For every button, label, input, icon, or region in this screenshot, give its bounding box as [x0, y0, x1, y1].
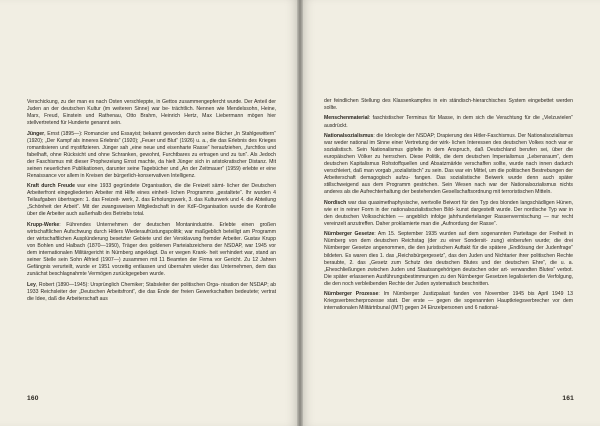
entry-text: : Am 15. September 1935 wurden auf dem sogenannten Parteitage der Freiheit in Nürnberg von dem deutschen Reichstag (der zu einer Sondersit- zung) einberufen wurde; die drei Nürnberger Gesetze angenommen, die den juristischen Auftakt für die spätere „Endlösung der Judenfrage“ bildeten. Es waren dies 1. das „Reichsbürgergesetz“, das den Juden und Nichtarier ihrer politischen Rechte beraubte, 2. das „Gesetz zum Schutz des deutschen Blutes und der deutschen Ehre“, die u. a. „Eheschließungen zwischen Juden und Staatsangehörigen deutschen oder art- verwandten Blutes“ verbot. Die später erlassenen Ausführungsbestimmungen zu den Nürnberger Gesetzen legalisierten die Verfolgung, die den noch verbleibenden Rechte der Juden systematisch beschnitten.	[324, 231, 573, 287]
right-page	[300, 0, 600, 426]
entry-term: Nordisch	[324, 199, 347, 206]
glossary-entry	[324, 200, 573, 228]
book-gutter	[297, 0, 303, 426]
glossary-entry	[27, 131, 276, 180]
glossary-entry	[27, 99, 276, 127]
glossary-entry	[324, 98, 573, 112]
entry-term: Nürnberger Prozesse	[324, 291, 379, 298]
page-number: 160	[27, 395, 39, 402]
entry-text: : Im Nürnberger Justizpalast fanden von November 1945 bis April 1949 13 Kriegsverbrecherprozesse statt. Der erste — gegen die sogenannten Hauptkriegsverbrecher vor dem internationalen Militärtribunal (IMT) gegen 24 Einzelpersonen und 6 national-	[324, 291, 573, 312]
glossary-entry	[27, 222, 276, 278]
entry-term: Jünger	[27, 130, 45, 137]
page-number: 161	[562, 395, 574, 402]
entry-text: war das quasimethaphysische, wertvolle Beiwort für den Typ des blonden langschädligen Hünen, wie er in reiner Form in der nationalsozialistischen Bild- kunst dargestellt wurde. Der nordische Typ war in den deutschen Volksschichten — angeblich infolge jahrhundertelanger Rassenvermischung — nur recht vereinzelt anzutreffen. Daher proklamierte man die „Aufnordung der Rasse“.	[324, 199, 573, 227]
entry-term: Menschenmaterial	[324, 115, 369, 122]
glossary-entry	[27, 282, 276, 303]
glossary-entry	[324, 291, 573, 312]
entry-term: Nürnberger Gesetze	[324, 231, 375, 238]
entry-text: : faschistischer Terminus für Masse, in dem sich die Verachtung für die „Vielzuvielen“ ausdrückt.	[324, 115, 573, 129]
entry-text: : Führendes Unternehmen der deutschen Montanindustrie. Erlebte einen großen wirtschaftlichen Aufschwung durch Hitlers Wiederaufrüstungspolitik; war maßgeblich beteiligt am Programm der wirtschaftlichen Ausplünderung besetzter Gebiete und der Versklavung fremder Arbeiter. Gustav Krupp von Bohlen und Halbach (1870—1950), Träger des goldenen Parteiabzeichens der NSDAP, war 1945 vor dem internationalen Militärgericht in Nürnberg angeklagt. Da er wegen Krank- heit verhindert war, stand an seiner Stelle sein Sohn Alfried (1907—) zusammen mit 11 Beamten der Firma vor Gericht. Zu 12 Jahren Gefängnis verurteilt, wurde er 1951 vorzeitig entlassen und übernahm wieder das Unternehmen, dem das zunächst beschlagnahmte Vermögen zurückgegeben wurde.	[27, 221, 276, 278]
entry-text: war eine 1933 gegründete Organisation, die die Freizeit sämt- licher der Deutschen Arbeiterfront eingegliederten Arbeiter mit Hilfe eines einheit- lichen Programms „gestaltete“. Ihr wurden 4 Teilaufgaben übertragen: 1. das Freizeit- werk, 2. das Erholungswerk, 3. das Kulturwerk und 4. die Abteilung „Schönheit der Arbeit“. Mit der zwangsweisen Mitgliedschaft in der KdF-Organisation wurde die Kontrolle über die Arbeiter auch außerhalb des Betriebs total.	[27, 183, 276, 218]
entry-text: : die Ideologie der NSDAP; Drapierung des Hitler-Faschismus. Der Nationalsozialismus war weder national im Sinne einer Vertretung der wirk- lichen Interessen des deutschen Volkes noch war er sozialistisch. Sein Nationalismus gipfelte in dem Anspruch, daß Deutschland berufen sei, über die europäischen Völker zu herrschen. Diese Politik, die dem deutschen Imperialismus „Lebensraum“, dem deutschen Kapitalismus Rohstoffquellen und Absatzmärkte verschaffen sollte, wurde nach innen dadurch verschleiert, daß man vorgab „sozialistisch“ zu sein. Das war ein Mittel, um die politischen Bestrebungen der Arbeiterschaft demagogisch aufzu- fangen. Das sozialistische Beiwerk wurde denn auch später stillschweigend aus dem Programm gestrichen. Sein Wesen nach war der Nationalsozialismus nichts anderes als die Aufrechterhaltung der bestehenden Gesellschaftsordnung mit terroristischen Mitteln.	[324, 132, 573, 196]
glossary-entry	[324, 115, 573, 129]
glossary-entry	[27, 183, 276, 218]
entry-text: , Ernst (1895—): Romancier und Essayist; bekannt geworden durch seine Bücher „In Stahlgewittern“ (1920); „Der Kampf als inneres Erlebnis“ (1920); „Feuer und Blut“ (1926) u. a., die das Erlebnis des Krieges romantisieren und mystifizieren. Jünger sah „eine neue und eisenharte Rasse“ heraufziehen, „furchtlos und fabelhaft, ohne Rücksicht und ohne Schranken, gewohnt, Furchtbares zu ertragen und zu tun“. Als Jedoch der Faschismus mit dieser Prophezeiung Ernst machte, da hielt Jünger sich in aristokratischer Distanz. Mit seinen neuerlichen Publikationen, darunter seine Tagebücher und „An der Zeitmauer“ (1959) erlebte er eine Renaissance vor allem in Kreisen der bürgerlich-konservativen Intelligenz.	[27, 130, 276, 179]
entry-text: , Robert (1890—1945): Ursprünglich Chemiker; Stabsleiter der politischen Orga- nisation der NSDAP; ab 1933 Reichsleiter der „Deutschen Arbeitsfront“, die das Ende der freien Gewerkschaften bedeutete; vertrat die Idee, daß die Arbeiterschaft aus	[27, 281, 276, 302]
entry-term: Krupp-Werke	[27, 221, 60, 228]
entry-term: Ley	[27, 281, 36, 288]
right-text-column	[324, 98, 573, 316]
left-text-column	[27, 99, 276, 306]
entry-term: Kraft durch Freude	[27, 183, 75, 190]
entry-term: Nationalsozialismus	[324, 132, 374, 139]
glossary-entry	[324, 231, 573, 287]
glossary-entry	[324, 133, 573, 196]
entry-text: Verschickung, zu der man es nach Osten verschleppte, in Gettos zusammengepfercht wurde. Der Anteil der Juden an der deutschen Kultur (im weiteren Sinne) war be- trächtlich. Nennen wie Mendelssohn, Heine, Marx, Freud, Einstein und Rathenau, Otto Brahm, Heinrich Hertz, Max Liebermann mögen hier stellvertretend für Hunderte genannt sein.	[27, 99, 276, 127]
entry-text: der feindlichen Stellung des Klassenkampfes in ein ständisch-hierarchisches System eingebettet werden sollte.	[324, 98, 573, 112]
